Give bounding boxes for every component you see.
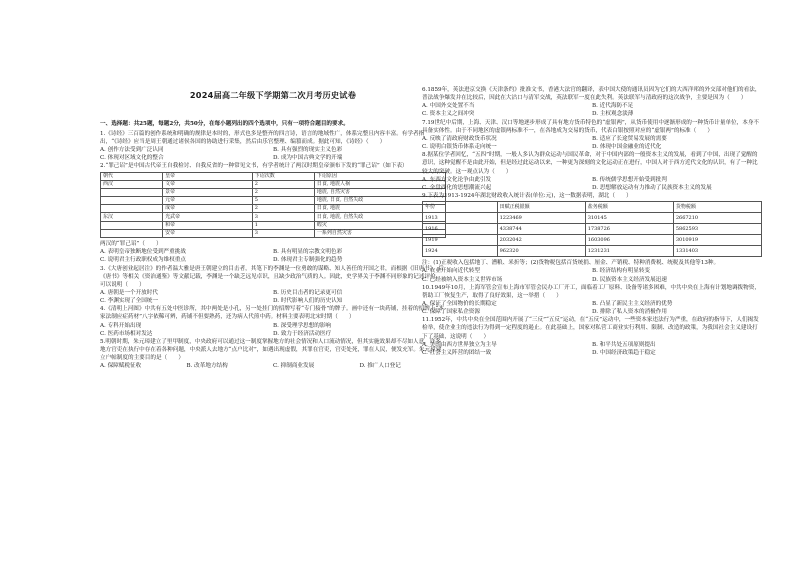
table-row bbox=[101, 188, 446, 196]
question-8: 8.据某位学者回忆，“五四”时期，一般人多认为群众运动与国民革命，对于中国内部的一般资本主义的发展，看到了中国，出现了觉醒的意识，这种觉醒不是由此开始，但是经过此运动以来，一种更为深刻的文化运动正在进行，中国人对于西方近代文化的认识，有了一种比较大的突破。这一观点认为（ ） bbox=[422, 152, 758, 175]
question-5: 5.明朝时期，朱元璋建立了里甲制度，中央政府可以通过这一制度掌握地方的社会情况和人口流动情况，但其实施效果却不尽如人意，许多地方官吏在执行中存在着各种问题，中央派人去地方“点户比对”，如遇出现虚假，其罪在官吏，官吏处死，罪在人民，便发充军。朱元璋建立户帖制度的主要目的是（ ） bbox=[100, 338, 442, 362]
option: C. 体现对区域文化的整合 bbox=[100, 155, 164, 162]
question-10: 10.1949年10月，上海军管会宣布上海市军管会民办工厂开工，面临着工厂原料、设备等诸多困难，中共中央在上海有计划地调拨物资，帮助工厂恢复生产，取得了良好效果，这一举措（ ） bbox=[422, 284, 760, 299]
table-cell bbox=[101, 205, 163, 213]
left-column bbox=[100, 114, 446, 371]
table-row bbox=[101, 229, 446, 237]
table-cell: 2 bbox=[252, 205, 314, 213]
table-row bbox=[101, 197, 446, 205]
table-cell bbox=[101, 188, 163, 196]
option: A. 农业开始向近代转型 bbox=[422, 268, 480, 275]
option: C. 保障了国家私企资源 bbox=[422, 309, 480, 316]
table-cell: 1 bbox=[252, 221, 314, 229]
table-cell: 5862593 bbox=[673, 224, 761, 235]
table-header: 货物税额 bbox=[673, 202, 761, 213]
table-row bbox=[423, 213, 762, 224]
option: B. 具有明显的宗教文明色彩 bbox=[273, 249, 343, 256]
table-row bbox=[423, 246, 762, 257]
option: C. 社会主义阵营的团结一致 bbox=[422, 349, 492, 356]
table-cell: 1331403 bbox=[673, 246, 761, 257]
option: C. 抑制商业发展 bbox=[273, 363, 315, 370]
option: A. 创作方法受到广泛认同 bbox=[100, 147, 164, 154]
table-cell: 西汉 bbox=[101, 180, 163, 188]
table-row bbox=[101, 180, 446, 188]
option: B. 近代海防不足 bbox=[592, 103, 634, 110]
option: D. 中国经济政策趋于稳定 bbox=[592, 349, 656, 356]
option: D. 成为中国古典文学的开端 bbox=[273, 155, 343, 162]
question-7-options bbox=[422, 135, 762, 151]
option: A. 中国外交处置不当 bbox=[422, 103, 475, 110]
table-cell: 一系列自然灾害 bbox=[314, 229, 445, 237]
table-cell: 310145 bbox=[585, 213, 673, 224]
table-header: 田赋正税银额 bbox=[497, 202, 585, 213]
option: B. 经济结构有明显转变 bbox=[592, 268, 651, 275]
right-column bbox=[422, 86, 762, 357]
table-cell: 3010919 bbox=[673, 235, 761, 246]
section-heading: 一、选择题：共25题，每题2分，共50分，在每小题列出的四个选项中，只有一项符合题目的要求。 bbox=[100, 120, 349, 127]
question-11-options bbox=[422, 341, 762, 357]
option: A. 反映了清政府财政货币状况 bbox=[422, 135, 497, 142]
table-cell: 成帝 bbox=[163, 205, 253, 213]
emperor-edict-table bbox=[100, 172, 446, 239]
question-6-options bbox=[422, 102, 762, 118]
table-header-row bbox=[101, 172, 446, 180]
option: C. 医药市场相对发达 bbox=[100, 330, 153, 337]
table-cell: 1924 bbox=[423, 246, 498, 257]
question-5-options bbox=[100, 362, 446, 370]
table-cell: 景帝 bbox=[163, 188, 253, 196]
table-cell: 元帝 bbox=[163, 197, 253, 205]
table-cell: 文帝 bbox=[163, 180, 253, 188]
option: B. 和平共处五项原则提出 bbox=[592, 341, 656, 348]
option: D. 时代影响人们的历史认知 bbox=[273, 298, 343, 305]
question-9: 9.下表为1913-1924年湖北财政收入统计表(单位:元)，这一数据表明，湖北（ ） bbox=[422, 193, 632, 200]
option: C. 资本主义之间冲突 bbox=[422, 111, 475, 118]
table-header: 下诏次数 bbox=[252, 172, 314, 180]
option: B. 凸显了新民主主义经济的优势 bbox=[592, 300, 673, 307]
question-4: 4.《清明上河图》中共有五处中医诊所，其中两处是小孔，另一处挂门的招牌写着“专门接骨”的牌子。画中还有一块药铺，挂着的招牌上“本家法制应症药材”八字依稀可辨，药铺不但要熟药，还为病人代煎中药。材料主要表明北宋时期（ ） bbox=[100, 306, 444, 321]
option: A. 东西方文化论争由此引发 bbox=[422, 176, 492, 183]
table-cell: 2 bbox=[252, 180, 314, 188]
table-cell bbox=[101, 197, 163, 205]
option: A. 专科开始出现 bbox=[100, 322, 142, 329]
table-header: 皇帝 bbox=[163, 172, 253, 180]
exam-title: 2024届高二年级下学期第二次月考历史试卷 bbox=[189, 90, 357, 100]
table-cell: 4338744 bbox=[497, 224, 585, 235]
table-header-row bbox=[423, 202, 762, 213]
question-9-options bbox=[422, 267, 762, 283]
option: D. 民族资本主义经济发展迅速 bbox=[592, 276, 667, 283]
table-cell: 2667210 bbox=[673, 213, 761, 224]
option: D. 致力于经济活动医疗 bbox=[273, 330, 332, 337]
table-cell: 1738726 bbox=[585, 224, 673, 235]
table-cell: 1223469 bbox=[497, 213, 585, 224]
question-1: 1.《诗经》三百篇的创作系统和明确的规律是本时的，形式也多是整齐的四言诗，语言的地域性广，体系完整且内容丰富。有学者指出，“《诗经》应当是周王朝通过诸侯各国的协助进行采集，然后由乐官整理、编篡而成。据此可知，《诗经》（ ） bbox=[100, 130, 425, 145]
table-cell: 5 bbox=[252, 197, 314, 205]
option: A. 表明皇帝独断地位受到严重挑战 bbox=[100, 249, 186, 256]
option: C. 说明白银货币体系走向统一 bbox=[422, 144, 497, 151]
question-2-options bbox=[100, 248, 446, 264]
table-cell: 和帝 bbox=[163, 221, 253, 229]
option: D. 排除了私人资本的消极作用 bbox=[592, 309, 667, 316]
question-3: 3.《大唐创业起居注》的作者温大雅是唐王朝建立的目击者，其笔下的李渊是一位勇敢的谋略、知人善任的开国之君，而根据《旧唐书》、后《唐书》等相关《资治通鉴》等文献记载，李渊是一个缺乏远见卓识，且缺少政治气质的人。因此，史学界关于李渊不同形象的记述评价，可以说明（ ） bbox=[100, 265, 444, 288]
table-cell: 日食, 地震, 自然失政 bbox=[314, 213, 445, 221]
table-cell: 1919 bbox=[423, 235, 498, 246]
table-row bbox=[101, 221, 446, 229]
table-header: 年份 bbox=[423, 202, 498, 213]
table-cell: 日食, 地震 bbox=[314, 205, 445, 213]
question-7: 7.19世纪中后期，上海、天津、汉口等地逐步形成了具有地方货币特色的“虚银两”，从货币使用中逐渐形成的一种货币计量单位，本身不具备实体性。由于不同地区的虚银两标准不一，在各地成为交易的货币，代表白银按照对应的“虚银两”的标准（ ） bbox=[422, 119, 760, 134]
option: B. 具有强烈的现实主义色彩 bbox=[273, 147, 343, 154]
table-cell: 地震, 自然灾害 bbox=[314, 188, 445, 196]
option: D. 体现中国金融业的近代化 bbox=[592, 144, 662, 151]
question-9-note: 注：(1)正税收入包括地丁、漕粮、米折等；(2)货物税包括百货统捐、厘金、产销税、特种消费税、统税及其他等13种。 bbox=[422, 260, 720, 267]
table-header: 朝代 bbox=[101, 172, 163, 180]
table-cell: 3 bbox=[252, 229, 314, 237]
option: C. 说明君主行政职权成为维权重点 bbox=[100, 257, 186, 264]
option: C. 李渊实现了全国统一 bbox=[100, 298, 158, 305]
table-cell: 2032042 bbox=[497, 235, 585, 246]
table-cell bbox=[101, 229, 163, 237]
question-3-options bbox=[100, 289, 446, 305]
option: B. 改革地方结构 bbox=[186, 363, 228, 370]
table-cell: 962320 bbox=[497, 246, 585, 257]
question-2-tail: 两汉的“罪己诏”（ ） bbox=[100, 241, 162, 248]
option: A. 美国由西方世界独立为主导 bbox=[422, 341, 497, 348]
option: D. 推广人口登记 bbox=[359, 363, 401, 370]
option: A. 保障赋税征收 bbox=[100, 363, 142, 370]
table-row bbox=[423, 235, 762, 246]
table-cell: 1916 bbox=[423, 224, 498, 235]
option: C. 全盘西化的思想潮流兴起 bbox=[422, 184, 492, 191]
option: B. 适应了长途贸易发展的需要 bbox=[592, 135, 667, 142]
table-header: 下诏原因 bbox=[314, 172, 445, 180]
table-cell: 安帝 bbox=[163, 229, 253, 237]
option: B. 传统儒学思想开始受到批判 bbox=[592, 176, 667, 183]
question-10-options bbox=[422, 300, 762, 316]
option: D. 主权观念淡薄 bbox=[592, 111, 634, 118]
table-header: 盐务税额 bbox=[585, 202, 673, 213]
question-2: 2.“罪己诏”是中国古代帝王自我检讨、自我反省的一种常见文书，有学者统计了两汉时期皇帝颁布下发的“罪己诏”（如下表） bbox=[100, 163, 408, 170]
table-cell: 蝗灾 bbox=[314, 221, 445, 229]
question-1-options bbox=[100, 146, 446, 162]
table-cell: 光武帝 bbox=[163, 213, 253, 221]
table-cell: 1913 bbox=[423, 213, 498, 224]
option: B. 历史目击者的记录更可信 bbox=[273, 289, 343, 296]
option: C. 已经被纳入资本主义世界市场 bbox=[422, 276, 503, 283]
question-11: 11.1952年，中共中央在全国范围内开展了“三反”“五反”运动，在“五反”运动中，一些资本家违法行为严重，在政府的指导下，人们揭发检举，使企业主的违法行为得到一定程度的遏止。在此基础上，国家对私营工商业实行利用、限制、改造的政策，为我国社会主义建设打下了基础，这说明（ ） bbox=[422, 317, 759, 340]
table-cell: 3 bbox=[252, 213, 314, 221]
table-cell: 地震, 日食, 自然失政 bbox=[314, 197, 445, 205]
option: A. 保证了全国物价的长期稳定 bbox=[422, 300, 497, 307]
option: A. 唐朝是一个开放时代 bbox=[100, 289, 158, 296]
table-cell: 东汉 bbox=[101, 213, 163, 221]
question-4-options bbox=[100, 322, 446, 338]
table-cell: 1231231 bbox=[585, 246, 673, 257]
table-cell: 日食, 地震人祸 bbox=[314, 180, 445, 188]
table-cell bbox=[101, 221, 163, 229]
table-row bbox=[101, 213, 446, 221]
question-8-options bbox=[422, 176, 762, 192]
question-6: 6.1859年，英法进京交换《天津条约》批准文书，香港大法官的翻译，表中国大使的通讯员因为它们的大西洋邦的外交部对他们的看法，普法战争爆发并在比较后，因此在大沽口与清军交战，英法联军一度在此失利。英法联军与清政府的这次战争，主要是因为（ ） bbox=[422, 87, 761, 102]
option: D. 思想解放运动有力推动了民族资本主义的发展 bbox=[592, 184, 712, 191]
table-row bbox=[423, 224, 762, 235]
finance-table bbox=[422, 201, 762, 257]
table-row bbox=[101, 205, 446, 213]
table-cell: 1603096 bbox=[585, 235, 673, 246]
option: B. 深受理学思想的影响 bbox=[273, 322, 332, 329]
option: D. 体现君主专制强化的趋势 bbox=[273, 257, 343, 264]
table-cell: 2 bbox=[252, 188, 314, 196]
